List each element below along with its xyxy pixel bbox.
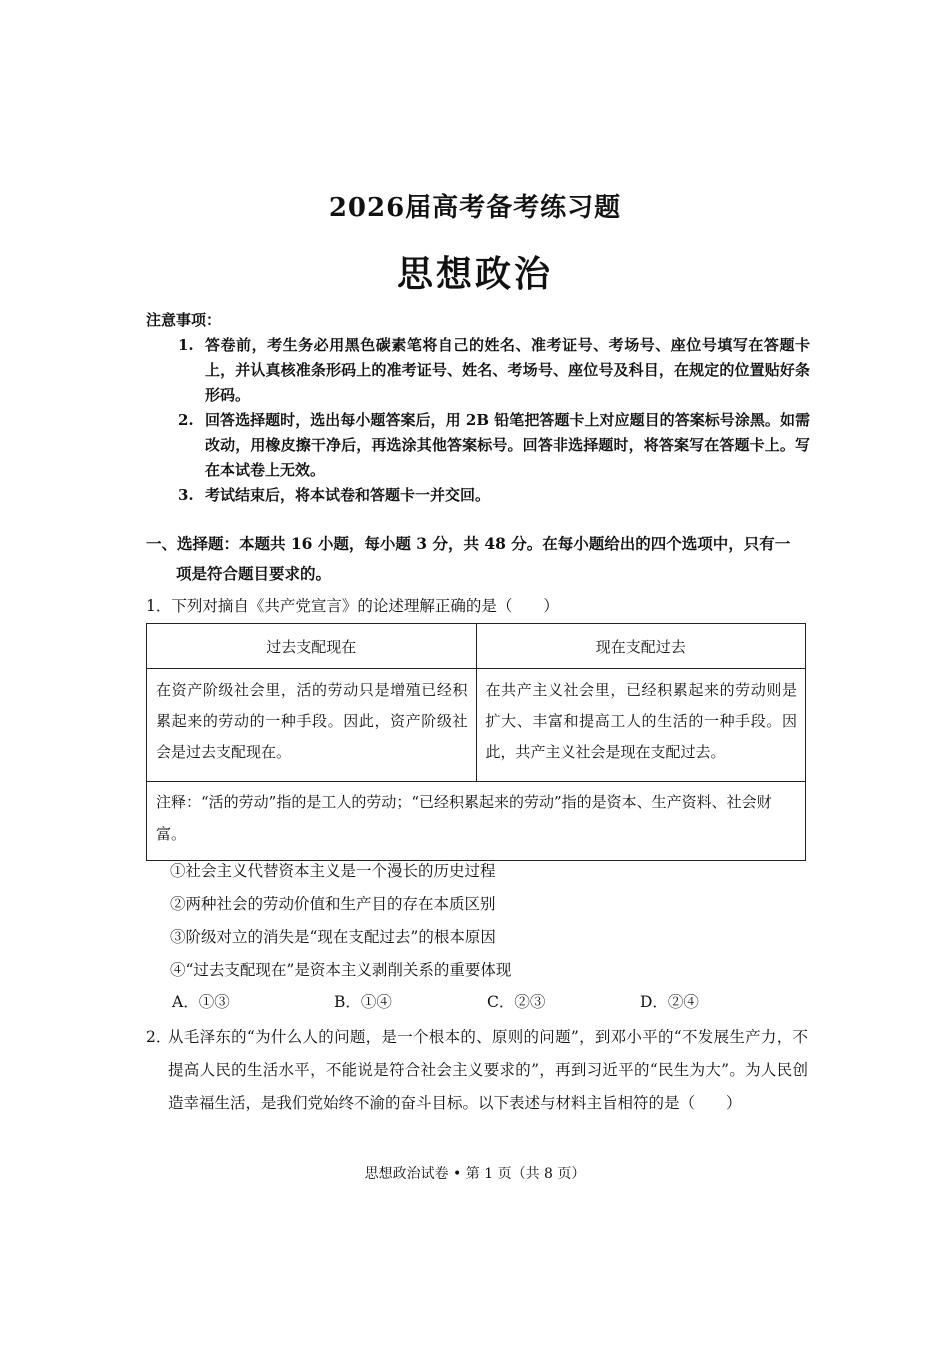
- choice-d: D．②④: [640, 993, 699, 1011]
- notice-item-number: 2.: [178, 411, 194, 429]
- exam-subtitle: 2026届高考备考练习题: [328, 193, 622, 223]
- table-header-left: 过去支配现在: [147, 624, 477, 669]
- question-2: [146, 1021, 808, 1120]
- notice-heading: 注意事项：: [146, 311, 222, 329]
- table-note: 注释：“活的劳动”指的是工人的劳动；“已经积累起来的劳动”指的是资本、生产资料、社会财富。: [147, 782, 806, 861]
- choice-b: B．①④: [334, 993, 392, 1011]
- notice-item-text: 答卷前，考生务必用黑色碳素笔将自己的姓名、准考证号、考场号、座位号填写在答题卡上，并认真核准条形码上的准考证号、姓名、考场号、座位号及科目，在规定的位置贴好条形码。: [205, 336, 810, 404]
- choice-a: A．①③: [172, 993, 230, 1011]
- table-header-right: 现在支配过去: [476, 624, 806, 669]
- question-1-stem: 1．下列对摘自《共产党宣言》的论述理解正确的是（ ）: [146, 597, 559, 615]
- notice-item-1: [178, 333, 810, 408]
- notice-item-number: 1.: [178, 336, 194, 354]
- section-one-heading: [146, 529, 808, 589]
- table-cell-left: 在资产阶级社会里，活的劳动只是增殖已经积累起来的劳动的一种手段。因此，资产阶级社会是过去支配现在。: [147, 669, 477, 782]
- page-footer: 思想政治试卷 • 第 1 页（共 8 页）: [364, 1166, 586, 1182]
- notice-item-text: 回答选择题时，选出每小题答案后，用 2B 铅笔把答题卡上对应题目的答案标号涂黑。如需改动，用橡皮擦干净后，再选涂其他答案标号。回答非选择题时，将答案写在答题卡上。写在本试卷上无效。: [205, 411, 810, 479]
- choice-c: C．②③: [487, 993, 546, 1011]
- question-1-option-3: ③阶级对立的消失是“现在支配过去”的根本原因: [170, 928, 496, 946]
- question-1-option-1: ①社会主义代替资本主义是一个漫长的历史过程: [170, 862, 496, 880]
- section-one-line-2: 项是符合题目要求的。: [176, 564, 332, 583]
- exam-title: 思想政治: [396, 253, 553, 295]
- section-one-line-1: 一、选择题：本题共 16 小题，每小题 3 分，共 48 分。在每小题给出的四个选项中，只有一: [146, 534, 791, 553]
- notice-item-text: 考试结束后，将本试卷和答题卡一并交回。: [205, 486, 491, 504]
- table-cell-right: 在共产主义社会里，已经积累起来的劳动则是扩大、丰富和提高工人的生活的一种手段。因此，共产主义社会是现在支配过去。: [476, 669, 806, 782]
- notice-item-2: [178, 408, 810, 483]
- question-1-option-4: ④“过去支配现在”是资本主义剥削关系的重要体现: [170, 961, 512, 979]
- question-1-table: [146, 623, 806, 861]
- notice-item-number: 3.: [178, 486, 194, 504]
- question-2-number: 2．: [146, 1028, 172, 1046]
- question-2-text: 从毛泽东的“为什么人的问题，是一个根本的、原则的问题”，到邓小平的“不发展生产力，不提高人民的生活水平，不能说是符合社会主义要求的”，再到习近平的“民生为大”。为人民创造幸福生活，是我们党始终不渝的奋斗目标。以下表述与材料主旨相符的是（ ）: [168, 1028, 808, 1112]
- notice-item-3: [178, 483, 810, 508]
- question-1-option-2: ②两种社会的劳动价值和生产目的存在本质区别: [170, 895, 496, 913]
